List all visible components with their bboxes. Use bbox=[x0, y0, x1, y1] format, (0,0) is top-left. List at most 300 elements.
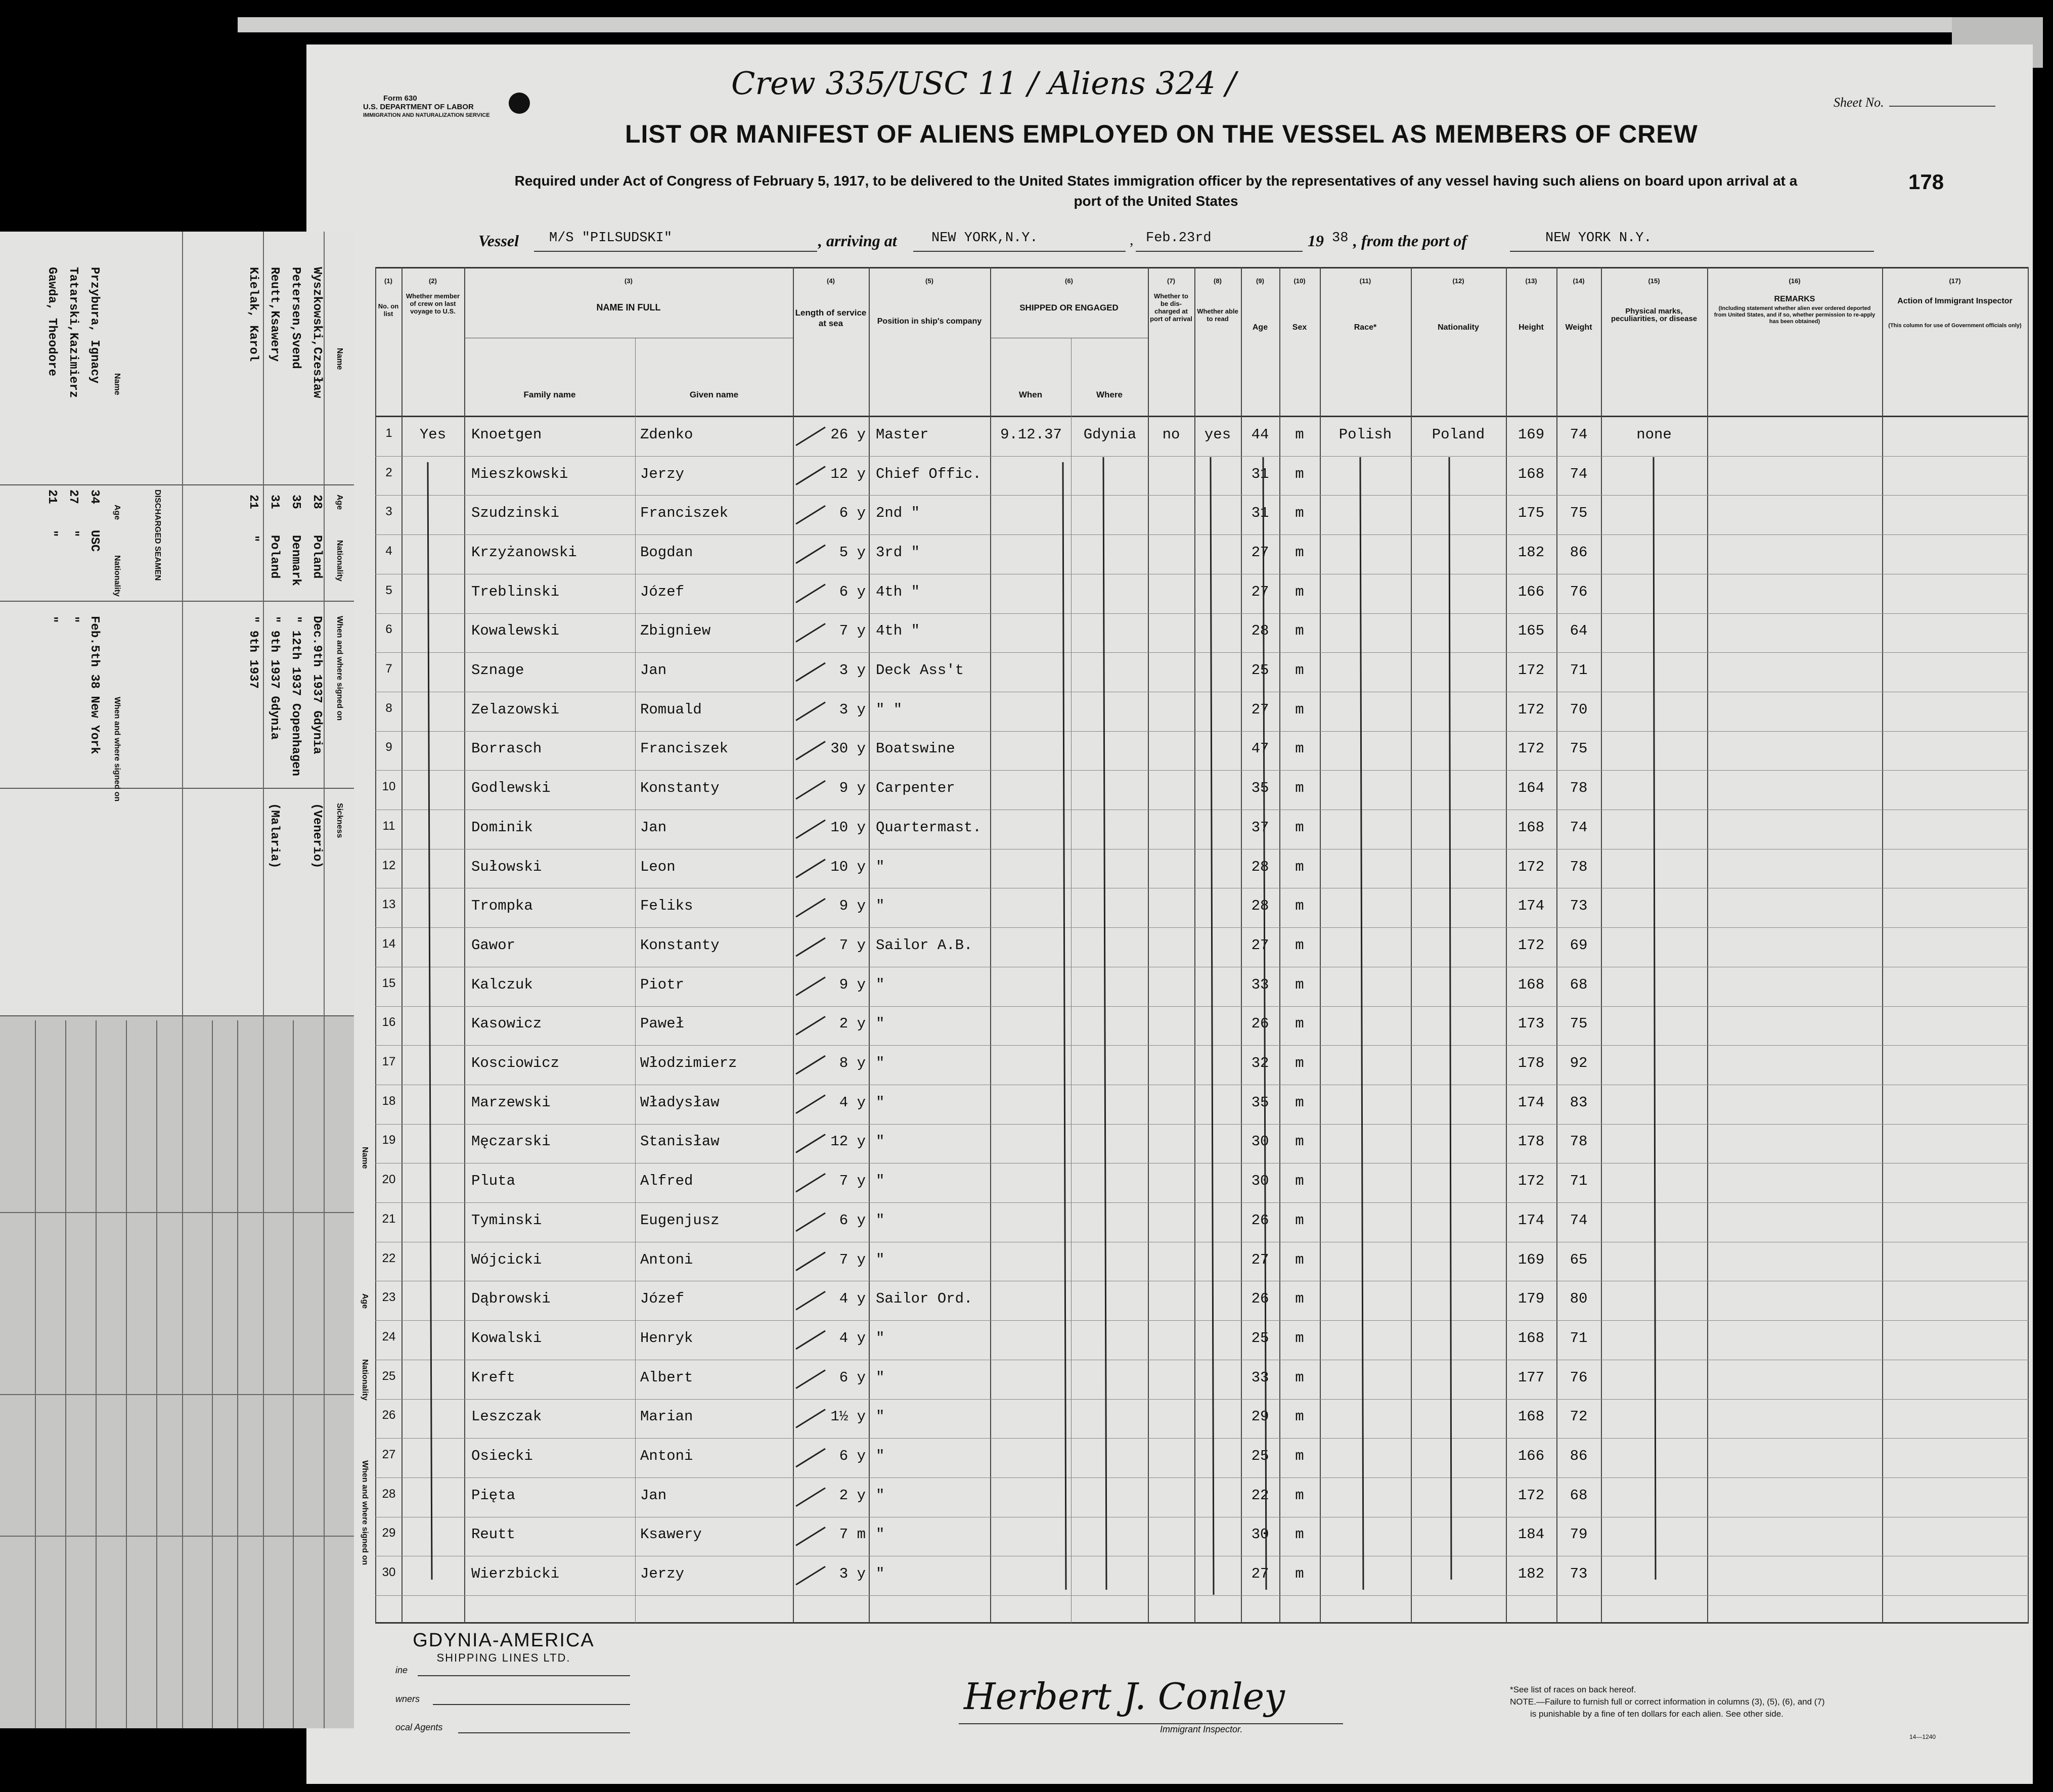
attached-entry-age: 28 bbox=[310, 495, 324, 509]
cell-no: 11 bbox=[382, 819, 395, 833]
cell-sex: m bbox=[1295, 583, 1304, 600]
attached-entry-signed: " 12th 1937 Copenhagen bbox=[289, 616, 302, 776]
discharged-entry-signed: Feb.5th 38 New York bbox=[87, 616, 101, 754]
col-num-8: (8) bbox=[1214, 277, 1222, 285]
header-height: Height bbox=[1519, 323, 1544, 332]
cell-weight: 86 bbox=[1570, 544, 1588, 561]
cell-weight: 78 bbox=[1570, 780, 1588, 797]
cell-age: 29 bbox=[1251, 1408, 1269, 1425]
cell-position: " bbox=[876, 858, 885, 875]
cell-position: " bbox=[876, 1251, 885, 1268]
cell-no: 24 bbox=[382, 1329, 396, 1343]
service-tick bbox=[796, 1056, 825, 1074]
cell-age: 33 bbox=[1251, 976, 1269, 993]
cell-given: Franciszek bbox=[640, 740, 729, 757]
cell-read: yes bbox=[1204, 426, 1231, 443]
cell-position: " bbox=[876, 898, 885, 915]
attached-entry-name: Kielak, Karol bbox=[246, 267, 260, 362]
cell-given: Jerzy bbox=[640, 1565, 685, 1583]
col-num-14: (14) bbox=[1573, 277, 1585, 285]
col-num-2: (2) bbox=[429, 277, 437, 285]
cell-sex: m bbox=[1295, 465, 1304, 482]
cell-family: Wójcicki bbox=[471, 1251, 542, 1268]
cell-given: Albert bbox=[640, 1369, 693, 1386]
cell-family: Godlewski bbox=[471, 780, 551, 797]
vessel-name: M/S "PILSUDSKI" bbox=[549, 231, 673, 246]
cell-age: 27 bbox=[1251, 701, 1269, 718]
cell-age: 26 bbox=[1251, 1212, 1269, 1229]
cell-age: 26 bbox=[1251, 1015, 1269, 1033]
cell-family: Gawor bbox=[471, 936, 516, 954]
cell-service: 6 y bbox=[839, 505, 866, 522]
header-name-in-full: NAME IN FULL bbox=[596, 302, 661, 312]
cell-service: 3 y bbox=[839, 1565, 866, 1583]
attached-entry-name: Petersen,Svend bbox=[289, 267, 302, 369]
discharged-entry-age: 34 bbox=[87, 489, 101, 504]
service-tick bbox=[796, 1527, 825, 1545]
cell-service: 26 y bbox=[830, 426, 866, 443]
cell-age: 32 bbox=[1251, 1055, 1269, 1072]
cell-no: 6 bbox=[385, 622, 392, 637]
cell-family: Leszczak bbox=[471, 1408, 542, 1425]
cell-family: Kreft bbox=[471, 1369, 516, 1386]
sheet-number-label: Sheet No. bbox=[1834, 95, 1884, 110]
form-number: Form 630 bbox=[383, 94, 417, 103]
cell-height: 169 bbox=[1518, 1251, 1545, 1268]
cell-height: 179 bbox=[1518, 1290, 1545, 1308]
cell-age: 37 bbox=[1251, 819, 1269, 836]
cell-family: Kowalski bbox=[471, 1329, 542, 1347]
cell-given: Ksawery bbox=[640, 1526, 702, 1543]
cell-position: 4th " bbox=[876, 622, 920, 640]
cell-age: 27 bbox=[1251, 1251, 1269, 1268]
header-remarks: REMARKS bbox=[1774, 295, 1815, 303]
cell-age: 30 bbox=[1251, 1173, 1269, 1190]
lower-header-nationality: Nationality bbox=[361, 1359, 369, 1401]
cell-sex: m bbox=[1295, 1094, 1304, 1111]
cell-where: Gdynia bbox=[1083, 426, 1137, 443]
cell-no: 5 bbox=[385, 583, 392, 597]
cell-position: Sailor Ord. bbox=[876, 1290, 973, 1308]
cell-given: Alfred bbox=[640, 1173, 693, 1190]
service-tick bbox=[796, 663, 825, 681]
service-tick bbox=[796, 702, 825, 721]
cell-given: Włodzimierz bbox=[640, 1055, 737, 1072]
cell-family: Wierzbicki bbox=[471, 1565, 560, 1583]
cell-discharged: no bbox=[1162, 426, 1180, 443]
col-num-6: (6) bbox=[1065, 277, 1073, 285]
discharged-entry-nationality: " bbox=[45, 530, 59, 537]
cell-position: " bbox=[876, 976, 885, 993]
cell-position: Chief Offic. bbox=[876, 465, 981, 482]
cell-height: 173 bbox=[1518, 1015, 1545, 1033]
lower-header-name: Name bbox=[361, 1147, 369, 1169]
cell-no: 8 bbox=[385, 701, 392, 715]
attached-entry-age: 35 bbox=[289, 495, 302, 509]
cell-sex: m bbox=[1295, 898, 1304, 915]
cell-position: " bbox=[876, 1565, 885, 1583]
attached-entry-age: 31 bbox=[267, 495, 281, 509]
cell-weight: 74 bbox=[1570, 819, 1588, 836]
cell-family: Zelazowski bbox=[471, 701, 560, 718]
service-tick bbox=[796, 427, 825, 445]
cell-no: 9 bbox=[385, 740, 392, 754]
cell-sex: m bbox=[1295, 1526, 1304, 1543]
cell-sex: m bbox=[1295, 1133, 1304, 1150]
attached-header-name: Name bbox=[335, 348, 344, 370]
cell-no: 27 bbox=[382, 1448, 396, 1462]
col-num-13: (13) bbox=[1525, 277, 1537, 285]
attached-entry-signed: " 9th 1937 bbox=[246, 616, 260, 689]
service-tick bbox=[796, 860, 825, 878]
cell-weight: 92 bbox=[1570, 1055, 1588, 1072]
cell-position: Sailor A.B. bbox=[876, 936, 973, 954]
cell-given: Antoni bbox=[640, 1448, 693, 1465]
cell-family: Kasowicz bbox=[471, 1015, 542, 1033]
from-port: NEW YORK N.Y. bbox=[1545, 231, 1652, 246]
cell-weight: 83 bbox=[1570, 1094, 1588, 1111]
cell-sex: m bbox=[1295, 1212, 1304, 1229]
cell-position: " bbox=[876, 1055, 885, 1072]
cell-age: 27 bbox=[1251, 583, 1269, 600]
col-num-3: (3) bbox=[624, 277, 633, 285]
cell-height: 174 bbox=[1518, 898, 1545, 915]
service-tick bbox=[796, 977, 825, 996]
col-num-10: (10) bbox=[1293, 277, 1306, 285]
cell-given: Stanisław bbox=[640, 1133, 720, 1150]
cell-service: 7 m bbox=[839, 1526, 866, 1543]
arriving-port: NEW YORK,N.Y. bbox=[931, 231, 1038, 246]
cell-position: " bbox=[876, 1173, 885, 1190]
discharged-entry-signed: " bbox=[45, 616, 59, 623]
cell-sex: m bbox=[1295, 819, 1304, 836]
cell-height: 172 bbox=[1518, 936, 1545, 954]
cell-given: Romuald bbox=[640, 701, 702, 718]
cell-weight: 80 bbox=[1570, 1290, 1588, 1308]
cell-age: 22 bbox=[1251, 1487, 1269, 1504]
header-given-name: Given name bbox=[689, 390, 739, 399]
cell-weight: 74 bbox=[1570, 426, 1588, 443]
service-tick-marks bbox=[790, 417, 871, 1622]
cell-no: 12 bbox=[382, 858, 396, 872]
cell-sex: m bbox=[1295, 505, 1304, 522]
cell-weight: 78 bbox=[1570, 1133, 1588, 1150]
discharged-header-age: Age bbox=[113, 505, 121, 520]
cell-family: Krzyżanowski bbox=[471, 544, 577, 561]
attached-entry-nationality: Poland bbox=[267, 535, 281, 579]
service-tick bbox=[796, 820, 825, 838]
cell-given: Antoni bbox=[640, 1251, 693, 1268]
cell-position: Deck Ass't bbox=[876, 662, 964, 679]
cell-position: 3rd " bbox=[876, 544, 920, 561]
cell-height: 172 bbox=[1518, 662, 1545, 679]
cell-weight: 75 bbox=[1570, 505, 1588, 522]
header-no-on-list: No. on list bbox=[378, 302, 399, 318]
cell-given: Józef bbox=[640, 583, 685, 600]
cell-no: 10 bbox=[382, 780, 396, 794]
cell-position: " bbox=[876, 1487, 885, 1504]
cell-family: Mieszkowski bbox=[471, 465, 568, 482]
cell-service: 12 y bbox=[830, 465, 866, 482]
service-tick bbox=[796, 1566, 825, 1585]
cell-height: 174 bbox=[1518, 1212, 1545, 1229]
service-tick bbox=[796, 1449, 825, 1467]
cell-weight: 69 bbox=[1570, 936, 1588, 954]
attached-entry-signed: " 9th 1937 Gdynia bbox=[267, 616, 281, 740]
cell-weight: 71 bbox=[1570, 1173, 1588, 1190]
cell-age: 35 bbox=[1251, 1094, 1269, 1111]
cell-nationality: Poland bbox=[1432, 426, 1485, 443]
cell-given: Zbigniew bbox=[640, 622, 711, 640]
cell-sex: m bbox=[1295, 1448, 1304, 1465]
cell-given: Piotr bbox=[640, 976, 685, 993]
cell-service: 4 y bbox=[839, 1329, 866, 1347]
inspector-signature: Herbert J. Conley bbox=[964, 1675, 1285, 1718]
cell-service: 9 y bbox=[839, 898, 866, 915]
cell-height: 175 bbox=[1518, 505, 1545, 522]
service-tick bbox=[796, 585, 825, 603]
cell-no: 19 bbox=[382, 1133, 396, 1147]
cell-no: 7 bbox=[385, 662, 392, 676]
cell-race: Polish bbox=[1338, 426, 1392, 443]
cell-service: 9 y bbox=[839, 780, 866, 797]
form-code: 14—1240 bbox=[1909, 1733, 1936, 1740]
company-stamp bbox=[403, 1630, 605, 1665]
service-tick bbox=[796, 1252, 825, 1271]
cell-position: Carpenter bbox=[876, 780, 955, 797]
races-note: *See list of races on back hereof. bbox=[1510, 1685, 1636, 1694]
cell-service: 10 y bbox=[830, 858, 866, 875]
cell-no: 1 bbox=[385, 426, 392, 440]
header-whether-member: Whether member of crew on last voyage to U.S. bbox=[406, 292, 460, 315]
cell-family: Tyminski bbox=[471, 1212, 542, 1229]
service-tick bbox=[796, 899, 825, 917]
header-whether-read: Whether able to read bbox=[1197, 307, 1238, 323]
cell-weight: 74 bbox=[1570, 465, 1588, 482]
cell-weight: 73 bbox=[1570, 898, 1588, 915]
discharged-entry-age: 21 bbox=[45, 489, 59, 504]
cell-service: 10 y bbox=[830, 819, 866, 836]
cell-weight: 73 bbox=[1570, 1565, 1588, 1583]
cell-weight: 70 bbox=[1570, 701, 1588, 718]
cell-position: Boatswine bbox=[876, 740, 955, 757]
lower-header-signed-on: When and where signed on bbox=[361, 1460, 369, 1565]
cell-service: 7 y bbox=[839, 936, 866, 954]
attached-seamen-sheet bbox=[0, 232, 369, 1728]
subtitle-line-1: Required under Act of Congress of February 5, 1917, to be delivered to the United States immigration officer by the representatives of any vessel having such aliens on board upon arrival at a bbox=[514, 173, 1798, 189]
cell-age: 25 bbox=[1251, 1329, 1269, 1347]
cell-sex: m bbox=[1295, 1408, 1304, 1425]
header-family-name: Family name bbox=[523, 390, 576, 399]
cell-sex: m bbox=[1295, 1487, 1304, 1504]
cell-sex: m bbox=[1295, 1251, 1304, 1268]
cell-given: Paweł bbox=[640, 1015, 685, 1033]
discharged-header-nationality: Nationality bbox=[113, 555, 121, 597]
cell-age: 27 bbox=[1251, 936, 1269, 954]
subtitle-line-2: port of the United States bbox=[1074, 193, 1238, 209]
cell-sex: m bbox=[1295, 1055, 1304, 1072]
attached-header-sickness: Sickness bbox=[335, 803, 344, 838]
cell-sex: m bbox=[1295, 701, 1304, 718]
owners-label: wners bbox=[395, 1694, 420, 1704]
attached-entry-name: Reutt,Ksawery bbox=[267, 267, 281, 362]
service-tick bbox=[796, 741, 825, 759]
cell-no: 28 bbox=[382, 1487, 396, 1501]
cell-family: Borrasch bbox=[471, 740, 542, 757]
vessel-label: Vessel bbox=[478, 232, 519, 250]
cell-given: Henryk bbox=[640, 1329, 693, 1347]
cell-height: 172 bbox=[1518, 858, 1545, 875]
from-port-label: , from the port of bbox=[1353, 232, 1467, 250]
cell-height: 174 bbox=[1518, 1094, 1545, 1111]
attached-header-age: Age bbox=[335, 495, 344, 510]
cell-weight: 71 bbox=[1570, 1329, 1588, 1347]
attached-entry-signed: Dec.9th 1937 Gdynia bbox=[310, 616, 324, 754]
cell-height: 165 bbox=[1518, 622, 1545, 640]
cell-service: 9 y bbox=[839, 976, 866, 993]
cell-weight: 79 bbox=[1570, 1526, 1588, 1543]
service-tick bbox=[796, 1016, 825, 1035]
cell-position: " bbox=[876, 1526, 885, 1543]
service-tick bbox=[796, 1488, 825, 1506]
cell-no: 30 bbox=[382, 1565, 396, 1580]
service-tick bbox=[796, 545, 825, 563]
cell-weight: 71 bbox=[1570, 662, 1588, 679]
cell-family: Sułowski bbox=[471, 858, 542, 875]
cell-weight: 72 bbox=[1570, 1408, 1588, 1425]
cell-service: 4 y bbox=[839, 1290, 866, 1308]
form-department: U.S. DEPARTMENT OF LABOR bbox=[363, 103, 474, 111]
attached-entry-age: 21 bbox=[246, 495, 260, 509]
cell-marks: none bbox=[1636, 426, 1672, 443]
service-tick bbox=[796, 1095, 825, 1113]
sheet-number bbox=[1834, 95, 1995, 110]
cell-height: 182 bbox=[1518, 544, 1545, 561]
cell-service: 5 y bbox=[839, 544, 866, 561]
manifest-title: LIST OR MANIFEST OF ALIENS EMPLOYED ON THE VESSEL AS MEMBERS OF CREW bbox=[625, 120, 1698, 148]
cell-age: 30 bbox=[1251, 1133, 1269, 1150]
cell-service: 30 y bbox=[830, 740, 866, 757]
cell-service: 12 y bbox=[830, 1133, 866, 1150]
discharged-entry-nationality: USC bbox=[87, 530, 101, 552]
attached-entry-sickness: (Venerio) bbox=[310, 803, 324, 869]
cell-family: Kosciowicz bbox=[471, 1055, 560, 1072]
cell-given: Konstanty bbox=[640, 780, 720, 797]
arriving-label: , arriving at bbox=[818, 232, 897, 250]
crew-table bbox=[375, 267, 2029, 1622]
cell-sex: m bbox=[1295, 1173, 1304, 1190]
cell-family: Pluta bbox=[471, 1173, 516, 1190]
cell-age: 25 bbox=[1251, 662, 1269, 679]
cell-age: 25 bbox=[1251, 1448, 1269, 1465]
cell-sex: m bbox=[1295, 544, 1304, 561]
cell-no: 2 bbox=[385, 465, 392, 479]
inspector-label: Immigrant Inspector. bbox=[1160, 1724, 1243, 1734]
attached-ruled-lines bbox=[0, 1020, 354, 1728]
cell-family: Dominik bbox=[471, 819, 533, 836]
cell-position: 2nd " bbox=[876, 505, 920, 522]
col-num-12: (12) bbox=[1452, 277, 1464, 285]
cell-height: 166 bbox=[1518, 583, 1545, 600]
attached-header-nationality: Nationality bbox=[335, 540, 344, 581]
company-name: GDYNIA-AMERICA bbox=[413, 1630, 595, 1651]
cell-sex: m bbox=[1295, 936, 1304, 954]
cell-age: 27 bbox=[1251, 544, 1269, 561]
cell-position: " " bbox=[876, 701, 903, 718]
cell-position: " bbox=[876, 1408, 885, 1425]
cell-given: Władysław bbox=[640, 1094, 720, 1111]
cell-service: 3 y bbox=[839, 662, 866, 679]
cell-no: 4 bbox=[385, 544, 392, 558]
discharged-header-signed-on: When and where signed on bbox=[113, 697, 121, 802]
cell-when: 9.12.37 bbox=[1000, 426, 1062, 443]
header-action-note: (This column for use of Government officials only) bbox=[1888, 323, 2022, 329]
cell-height: 177 bbox=[1518, 1369, 1545, 1386]
cell-height: 182 bbox=[1518, 1565, 1545, 1583]
cell-height: 168 bbox=[1518, 465, 1545, 482]
header-nationality: Nationality bbox=[1438, 323, 1479, 332]
cell-family: Męczarski bbox=[471, 1133, 551, 1150]
attached-entry-nationality: Denmark bbox=[289, 535, 302, 586]
cell-service: 3 y bbox=[839, 701, 866, 718]
cell-weight: 76 bbox=[1570, 1369, 1588, 1386]
attached-entry-nationality: Poland bbox=[310, 535, 324, 579]
cell-given: Zdenko bbox=[640, 426, 693, 443]
cell-position: " bbox=[876, 1369, 885, 1386]
header-length-of-service: Length of service at sea bbox=[795, 308, 867, 328]
cell-given: Józef bbox=[640, 1290, 685, 1308]
cell-sex: m bbox=[1295, 780, 1304, 797]
service-tick bbox=[796, 623, 825, 642]
cell-age: 31 bbox=[1251, 465, 1269, 482]
cell-weight: 64 bbox=[1570, 622, 1588, 640]
cell-height: 172 bbox=[1518, 701, 1545, 718]
col-num-1: (1) bbox=[384, 277, 392, 285]
cell-service: 1½ y bbox=[830, 1408, 866, 1425]
header-physical-marks: Physical marks, peculiarities, or disease bbox=[1611, 307, 1698, 323]
service-tick bbox=[796, 467, 825, 485]
col-num-15: (15) bbox=[1648, 277, 1660, 285]
service-tick bbox=[796, 1409, 825, 1427]
cell-sex: m bbox=[1295, 622, 1304, 640]
cell-given: Jan bbox=[640, 1487, 667, 1504]
cell-height: 178 bbox=[1518, 1055, 1545, 1072]
cell-sex: m bbox=[1295, 740, 1304, 757]
cell-family: Trompka bbox=[471, 898, 533, 915]
cell-sex: m bbox=[1295, 1015, 1304, 1033]
cell-position: " bbox=[876, 1448, 885, 1465]
cell-no: 22 bbox=[382, 1251, 396, 1265]
cell-age: 28 bbox=[1251, 858, 1269, 875]
service-tick bbox=[796, 781, 825, 799]
cell-age: 35 bbox=[1251, 780, 1269, 797]
cell-age: 30 bbox=[1251, 1526, 1269, 1543]
cell-position: " bbox=[876, 1329, 885, 1347]
attached-entry-sickness: (Malaria) bbox=[267, 803, 281, 869]
cell-weight: 68 bbox=[1570, 976, 1588, 993]
header-age: Age bbox=[1252, 323, 1268, 332]
service-tick bbox=[796, 1134, 825, 1152]
cell-given: Feliks bbox=[640, 898, 693, 915]
cell-member: Yes bbox=[419, 426, 447, 443]
header-action: Action of Immigrant Inspector bbox=[1897, 297, 2013, 305]
cell-family: Kowalewski bbox=[471, 622, 560, 640]
cell-height: 164 bbox=[1518, 780, 1545, 797]
service-tick bbox=[796, 938, 825, 956]
cell-family: Kalczuk bbox=[471, 976, 533, 993]
cell-position: 4th " bbox=[876, 583, 920, 600]
cell-sex: m bbox=[1295, 976, 1304, 993]
